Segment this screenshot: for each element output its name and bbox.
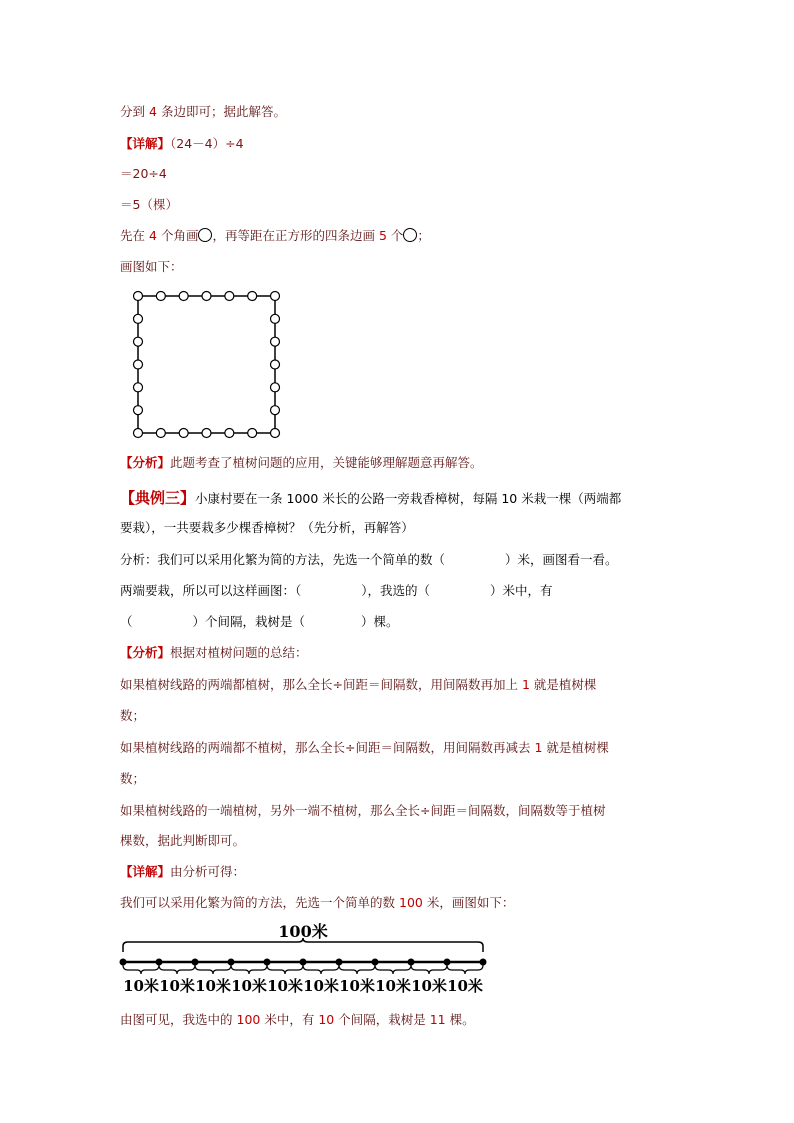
line-12: （ ）个间隔，栽树是（ ）棵。 — [120, 614, 399, 629]
segment-label: 10米 — [159, 977, 195, 995]
total-brace — [123, 938, 483, 952]
line-6: 画图如下： — [120, 259, 183, 274]
segment-brace — [339, 965, 375, 974]
segment-label: 10米 — [303, 977, 339, 995]
tree-dot — [264, 959, 271, 966]
segment-label: 10米 — [267, 977, 303, 995]
tree-circle — [271, 383, 280, 392]
line-14: 如果植树线路的两端都植树，那么全长÷间距＝间隔数，用间隔数再加上 1 就是植树棵 — [120, 677, 597, 692]
line-9: 要栽），一共要栽多少棵香樟树？（先分析，再解答） — [120, 520, 414, 535]
line-7: 【分析】此题考查了植树问题的应用，关键能够理解题意再解答。 — [120, 455, 483, 470]
tree-dot — [192, 959, 199, 966]
segment-brace — [123, 965, 159, 974]
tree-dot — [120, 959, 127, 966]
segment-brace — [267, 965, 303, 974]
tree-circle — [134, 429, 143, 438]
tree-circle — [271, 337, 280, 346]
segment-brace — [195, 965, 231, 974]
segment-brace — [231, 965, 267, 974]
segment-label: 10米 — [447, 977, 483, 995]
square-outline — [138, 296, 275, 433]
line-21: 我们可以采用化繁为简的方法，先选一个简单的数 100 米，画图如下： — [120, 895, 515, 910]
tree-circle — [225, 292, 234, 301]
segment-brace — [411, 965, 447, 974]
square-tree-diagram — [132, 290, 282, 440]
tree-dot — [300, 959, 307, 966]
tree-circle — [134, 314, 143, 323]
line-13: 【分析】根据对植树问题的总结： — [120, 645, 308, 660]
segment-brace — [303, 965, 339, 974]
segment-label: 10米 — [411, 977, 447, 995]
tree-dot — [408, 959, 415, 966]
tree-dot — [480, 959, 487, 966]
line-5: 先在 4 个角画 ，再等距在正方形的四条边画 5 个 ； — [120, 228, 430, 243]
segment-label: 10米 — [339, 977, 375, 995]
line-22: 由图可见，我选中的 100 米中，有 10 个间隔，栽树是 11 棵。 — [120, 1012, 475, 1027]
line-10: 分析：我们可以采用化繁为简的方法，先选一个简单的数（ ）米，画图看一看。 — [120, 552, 618, 567]
tree-circle — [248, 292, 257, 301]
line-11: 两端要栽，所以可以这样画图：（ ），我选的（ ）米中，有 — [120, 583, 553, 598]
segment-label: 10米 — [231, 977, 267, 995]
segment-label: 10米 — [375, 977, 411, 995]
tree-dot — [444, 959, 451, 966]
line-1: 分到 4 条边即可；据此解答。 — [120, 104, 286, 119]
tree-circle — [134, 383, 143, 392]
total-length-label: 100米 — [278, 922, 328, 941]
segment-brace — [375, 965, 411, 974]
line-tree-diagram — [118, 918, 490, 998]
line-3: ＝20÷4 — [120, 166, 167, 181]
tree-circle — [156, 292, 165, 301]
tree-circle — [271, 429, 280, 438]
line-19: 棵数，据此判断即可。 — [120, 833, 246, 848]
tree-circle — [248, 429, 257, 438]
tree-circle — [225, 429, 234, 438]
tree-circle — [271, 314, 280, 323]
tree-dot — [372, 959, 379, 966]
tree-circle — [202, 429, 211, 438]
line-2: 【详解】（24－4）÷4 — [120, 136, 244, 151]
segment-brace — [159, 965, 195, 974]
segment-label: 10米 — [195, 977, 231, 995]
tree-dot — [228, 959, 235, 966]
line-15: 数； — [120, 708, 146, 723]
tree-circle — [134, 360, 143, 369]
tree-circle — [179, 292, 188, 301]
tree-dot — [156, 959, 163, 966]
circle-icon — [198, 228, 212, 242]
line-20: 【详解】由分析可得： — [120, 864, 246, 879]
detail-tag: 【详解】 — [120, 136, 171, 151]
line-18: 如果植树线路的一端植树，另外一端不植树，那么全长÷间距＝间隔数，间隔数等于植树 — [120, 803, 606, 818]
segment-brace — [447, 965, 483, 974]
line-17: 数； — [120, 771, 146, 786]
circle-icon — [403, 228, 417, 242]
line-16: 如果植树线路的两端都不植树，那么全长÷间距＝间隔数，用间隔数再减去 1 就是植树棵 — [120, 740, 609, 755]
tree-circle — [271, 406, 280, 415]
tree-circle — [134, 292, 143, 301]
tree-circle — [271, 292, 280, 301]
tree-circle — [134, 406, 143, 415]
segment-label: 10米 — [123, 977, 159, 995]
tree-circle — [156, 429, 165, 438]
tree-circle — [202, 292, 211, 301]
line-4: ＝5（棵） — [120, 197, 178, 212]
example-tag: 【典例三】 — [120, 489, 196, 507]
tree-circle — [179, 429, 188, 438]
tree-circle — [271, 360, 280, 369]
line-8: 【典例三】小康村要在一条 1000 米长的公路一旁栽香樟树，每隔 10 米栽一棵（两端都 — [120, 489, 622, 507]
tree-dot — [336, 959, 343, 966]
tree-circle — [134, 337, 143, 346]
